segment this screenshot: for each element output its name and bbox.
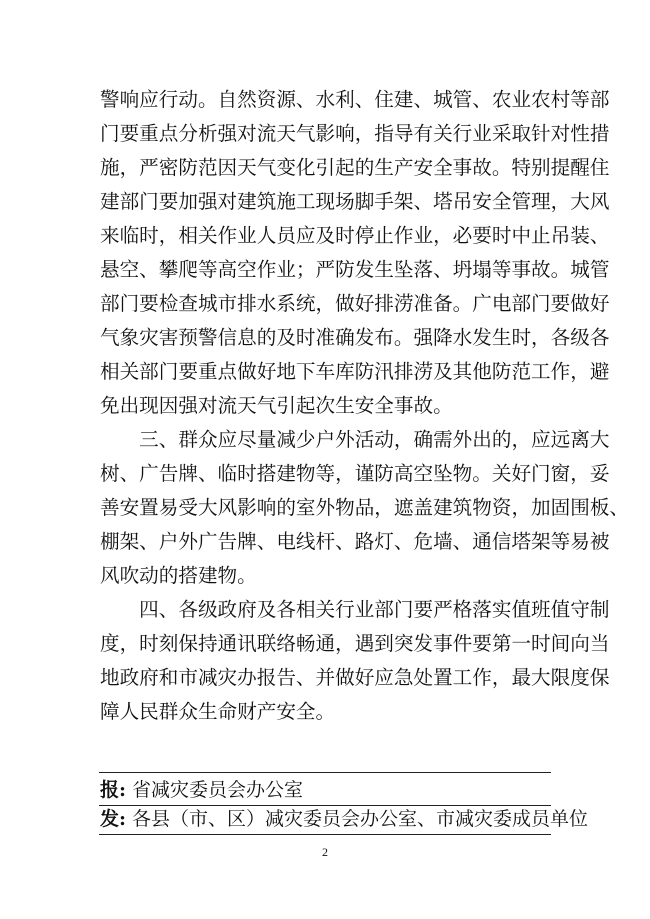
send-to-line xyxy=(100,805,589,833)
paragraph-3-line: 善安置易受大风影响的室外物品，遮盖建筑物资，加固围板、 xyxy=(100,496,630,519)
body-line: 警响应行动。自然资源、水利、住建、城管、农业农村等部 xyxy=(100,88,610,111)
distribution-bottom-rule xyxy=(99,834,551,835)
body-line: 来临时，相关作业人员应及时停止作业，必要时中止吊装、 xyxy=(100,224,610,247)
paragraph-3-line: 棚架、户外广告牌、电线杆、路灯、危墙、通信塔架等易被 xyxy=(100,530,610,553)
body-line: 免出现因强对流天气引起次生安全事故。 xyxy=(100,394,453,417)
paragraph-4-line: 地政府和市减灾办报告、并做好应急处置工作，最大限度保 xyxy=(100,666,610,689)
paragraph-4-line: 度，时刻保持通讯联络畅通，遇到突发事件要第一时间向当 xyxy=(100,632,610,655)
report-label: 报: xyxy=(100,779,127,801)
page-number: 2 xyxy=(322,845,328,859)
paragraph-3-line: 三、群众应尽量减少户外活动，确需外出的，应远离大 xyxy=(100,428,610,451)
paragraph-3-line: 树、广告牌、临时搭建物等，谨防高空坠物。关好门窗，妥 xyxy=(100,462,610,485)
report-recipient: 省减灾委员会办公室 xyxy=(126,779,304,801)
distribution-top-rule xyxy=(99,772,551,773)
paragraph-4-line: 障人民群众生命财产安全。 xyxy=(100,700,336,723)
report-to-line xyxy=(100,776,551,804)
body-line: 气象灾害预警信息的及时准确发布。强降水发生时，各级各 xyxy=(100,326,610,349)
paragraph-3-line: 风吹动的搭建物。 xyxy=(100,564,257,587)
body-line: 悬空、攀爬等高空作业；严防发生坠落、坍塌等事故。城管 xyxy=(100,258,610,281)
send-label: 发: xyxy=(100,808,127,830)
body-line: 建部门要加强对建筑施工现场脚手架、塔吊安全管理，大风 xyxy=(100,190,610,213)
body-line: 部门要检查城市排水系统，做好排涝准备。广电部门要做好 xyxy=(100,292,610,315)
send-recipients: 各县（市、区）减灾委员会办公室、市减灾委成员单位 xyxy=(126,808,589,830)
body-line: 施，严密防范因天气变化引起的生产安全事故。特别提醒住 xyxy=(100,156,610,179)
body-line: 相关部门要重点做好地下车库防汛排涝及其他防范工作，避 xyxy=(100,360,610,383)
paragraph-4-line: 四、各级政府及各相关行业部门要严格落实值班值守制 xyxy=(100,598,610,621)
body-line: 门要重点分析强对流天气影响，指导有关行业采取针对性措 xyxy=(100,122,610,145)
